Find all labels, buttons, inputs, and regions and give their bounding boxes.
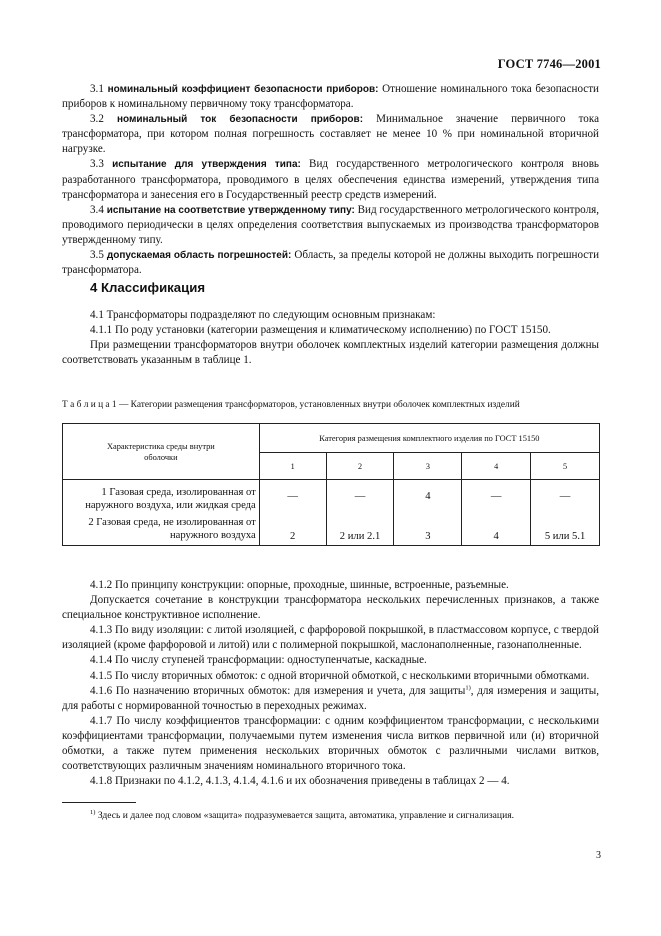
row-label: 2 Газовая среда, не изолированная от наружного воздуха bbox=[63, 512, 260, 546]
paragraph-4-1-7: 4.1.7 По числу коэффициентов трансформации: с одним коэффициентом трансформации, с несколькими коэффициентами трансформации, получаемыми путем изменения числа витков первичной или (и) вторичной обмотки, а также путем применения нескольких вторичных обмоток с различными числами витков, соответствующих различным значениям номинального вторичного тока. bbox=[62, 714, 599, 773]
table-row bbox=[63, 480, 600, 513]
row-label: 1 Газовая среда, изолированная от наружного воздуха, или жидкая среда bbox=[63, 480, 260, 513]
definition-3-3 bbox=[62, 157, 599, 202]
table-header-category: Категория размещения комплектного изделия по ГОСТ 15150 bbox=[259, 424, 599, 453]
standard-header: ГОСТ 7746—2001 bbox=[497, 57, 601, 71]
column-header: 2 bbox=[326, 453, 394, 480]
table-cell: 2 bbox=[259, 512, 326, 546]
table-cell: 2 или 2.1 bbox=[326, 512, 394, 546]
section-heading: 4 Классификация bbox=[90, 280, 206, 295]
definition-3-2 bbox=[62, 112, 599, 157]
paragraph-text: 4.1.6 По назначению вторичных обмоток: для измерения и учета, для защиты bbox=[90, 684, 466, 697]
paragraph-4-1-3: 4.1.3 По виду изоляции: с литой изоляцией, с фарфоровой покрышкой, в пластмассовом корпусе, с твердой изоляцией (кроме фарфоровой и литой) или с полимерной покрышкой, маслонаполненные, газонаполненные. bbox=[62, 624, 599, 652]
paragraph-4-1-8: 4.1.8 Признаки по 4.1.2, 4.1.3, 4.1.4, 4.1.6 и их обозначения приведены в таблицах 2 — 4. bbox=[90, 775, 510, 788]
definition-3-4 bbox=[62, 203, 599, 248]
definition-term: номинальный коэффициент безопасности приборов: bbox=[107, 84, 379, 95]
page-number: 3 bbox=[596, 850, 601, 861]
section-4-details bbox=[62, 578, 599, 789]
footnote-text: Здесь и далее под словом «защита» подразумевается защита, автоматика, управление и сигнализация. bbox=[95, 810, 515, 821]
table-cell: — bbox=[326, 480, 394, 513]
paragraph-4-1-1: 4.1.1 По роду установки (категории размещения и климатическому исполнению) по ГОСТ 15150. bbox=[90, 324, 551, 337]
definition-text: Минимальное значение первичного тока трансформатора, при котором полная погрешность составляет не менее 10 % при номинальной вторичной нагрузке. bbox=[62, 113, 599, 156]
definition-number: 3.5 bbox=[90, 249, 104, 262]
definition-term: допускаемая область погрешностей: bbox=[106, 250, 292, 262]
paragraph-placement: При размещении трансформаторов внутри оболочек комплектных изделий категории размещения должны соответствовать указанным в таблице 1. bbox=[62, 339, 599, 367]
footnote bbox=[90, 810, 514, 821]
definitions-block bbox=[62, 82, 599, 278]
footnote-mark: 1) bbox=[90, 808, 96, 816]
definition-text: Отношение номинального тока безопасности приборов к номинальному первичному току трансформатора. bbox=[62, 83, 599, 111]
table-cell: 4 bbox=[394, 480, 462, 513]
definition-term: номинальный ток безопасности приборов: bbox=[116, 114, 364, 126]
paragraph-text: , для измерения и защиты, для работы с нормированной точностью в переходных режимах. bbox=[62, 684, 599, 712]
paragraph-4-1-6 bbox=[62, 684, 599, 714]
table-1 bbox=[62, 423, 600, 546]
section-4-intro bbox=[62, 308, 599, 368]
definition-number: 3.3 bbox=[90, 158, 104, 171]
definition-text: Область, за пределы которой не должны выходить погрешности трансформатора. bbox=[62, 249, 600, 277]
definition-3-5 bbox=[62, 248, 599, 278]
definition-3-1 bbox=[62, 82, 599, 112]
table-caption: Т а б л и ц а 1 — Категории размещения трансформаторов, установленных внутри оболочек комплектных изделий bbox=[62, 400, 520, 410]
table-cell: 5 или 5.1 bbox=[531, 512, 600, 546]
definition-term: испытание на соответствие утвержденному типу: bbox=[106, 204, 355, 216]
paragraph-combination: Допускается сочетание в конструкции трансформатора нескольких перечисленных признаков, а также специальное конструктивное исполнение. bbox=[62, 594, 599, 622]
table-cell: 4 bbox=[462, 512, 531, 546]
definition-number: 3.2 bbox=[90, 113, 104, 126]
table-row bbox=[63, 512, 600, 546]
column-header: 1 bbox=[259, 453, 326, 480]
footnote-reference: 1) bbox=[465, 683, 471, 691]
paragraph-4-1: 4.1 Трансформаторы подразделяют по следующим основным признакам: bbox=[90, 309, 436, 321]
definition-text: Вид государственного метрологического контроля вновь разработанного трансформатора, проводимого в целях обеспечения единства измерений, утверждения типа трансформатора и занесения его в Государственный реестр средств измерений. bbox=[62, 158, 599, 201]
column-header: 4 bbox=[462, 453, 531, 480]
definition-term: испытание для утверждения типа: bbox=[112, 159, 301, 171]
footnote-divider bbox=[62, 802, 136, 803]
paragraph-4-1-2: 4.1.2 По принципу конструкции: опорные, проходные, шинные, встроенные, разъемные. bbox=[90, 579, 509, 591]
paragraph-4-1-4: 4.1.4 По числу ступеней трансформации: одноступенчатые, каскадные. bbox=[90, 654, 427, 667]
definition-number: 3.4 bbox=[90, 203, 104, 216]
column-header: 3 bbox=[394, 453, 462, 480]
table-cell: — bbox=[462, 480, 531, 513]
definition-number: 3.1 bbox=[90, 83, 104, 95]
table-cell: — bbox=[259, 480, 326, 513]
definition-text: Вид государственного метрологического контроля, проводимого периодически в целях определения соответствия выпускаемых из производства трансформаторов утвержденному типу. bbox=[62, 203, 599, 246]
table-cell: — bbox=[531, 480, 600, 513]
column-header: 5 bbox=[531, 453, 600, 480]
table-header-environment: Характеристика среды внутри оболочки bbox=[63, 424, 260, 480]
table-cell: 3 bbox=[394, 512, 462, 546]
paragraph-4-1-5: 4.1.5 По числу вторичных обмоток: с одной вторичной обмоткой, с несколькими вторичными обмотками. bbox=[90, 669, 590, 682]
